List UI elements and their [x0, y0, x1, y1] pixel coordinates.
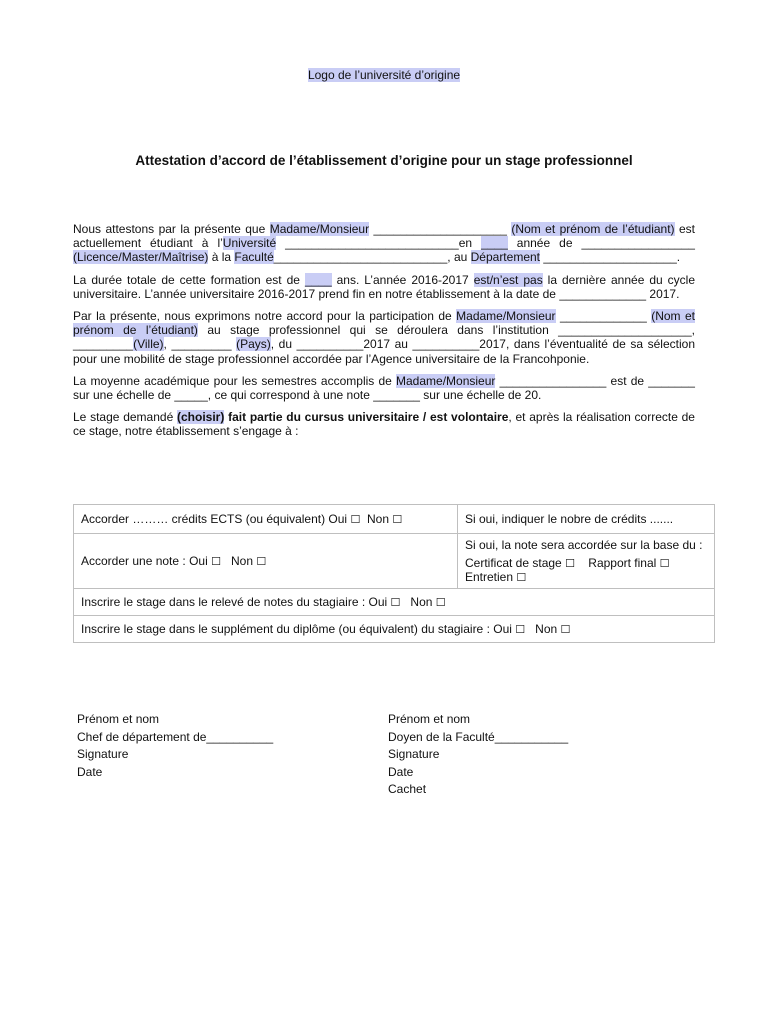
text: _____________	[555, 309, 652, 324]
text: , du __________2017 au __________2017, dans l’éventualité de sa sélection pour une mobilité de stage professionnel accordée par l’Agence universitaire de la Francohponie.	[73, 337, 695, 366]
signature-line: Doyen de la Faculté___________	[388, 729, 569, 744]
checkbox-transcript-non[interactable]: ☐	[435, 596, 446, 609]
text: la dernière année du cycle universitaire. L’année universitaire 2016-2017 prend fin en notre établissement à la date de _____________ 2017.	[73, 272, 696, 301]
highlight: Madame/Monsieur	[396, 373, 496, 388]
bold-text: fait partie du cursus universitaire / est volontaire	[224, 410, 509, 425]
cell-text: Non	[366, 512, 389, 526]
signature-line: Prénom et nom	[388, 712, 471, 726]
cell-text: Accorder ……… crédits ECTS (ou équivalent) Oui	[81, 512, 348, 526]
cell-text: Inscrire le stage dans le supplément du diplôme (ou équivalent) du stagiaire : Oui	[81, 622, 512, 636]
text: ____________________.	[540, 250, 681, 265]
cell-text: Si oui, indiquer le nobre de crédits .......	[465, 512, 674, 526]
checkbox-rapport[interactable]: ☐	[659, 557, 670, 570]
highlight: Université	[222, 236, 277, 251]
checkbox-supplement-non[interactable]: ☐	[560, 623, 571, 636]
highlight: est/n’est pas	[473, 272, 543, 287]
cell-text: Non	[535, 622, 558, 636]
text: __________________________, au	[273, 250, 471, 265]
checkbox-transcript-oui[interactable]: ☐	[390, 596, 401, 609]
checkbox-grade-non[interactable]: ☐	[256, 555, 267, 568]
text: année de _________________	[507, 236, 695, 251]
checkbox-ects-oui[interactable]: ☐	[350, 513, 361, 526]
document-title: Attestation d’accord de l’établissement d’origine pour un stage professionnel	[135, 153, 633, 168]
signature-line: Cachet	[388, 782, 427, 796]
text: , _________	[163, 337, 237, 352]
document-body	[73, 222, 695, 447]
cell-text: Non	[410, 595, 433, 609]
signature-line: Date	[77, 764, 103, 779]
cell-text: Rapport final	[588, 556, 657, 570]
signature-line: Chef de département de__________	[77, 729, 274, 744]
logo-placeholder	[0, 68, 768, 82]
highlight: Faculté	[234, 250, 274, 265]
text: La moyenne académique pour les semestres accomplis de	[73, 373, 396, 388]
grade-basis-options	[465, 556, 707, 584]
text: ans. L’année 2016-2017	[331, 272, 474, 287]
signature-line: Date	[388, 764, 414, 779]
cell-text: Inscrire le stage dans le relevé de notes du stagiaire : Oui	[81, 595, 388, 609]
highlight: (Nom et prénom de l’étudiant)	[511, 222, 675, 236]
table-row	[74, 616, 715, 643]
cell-text: Entretien	[465, 570, 514, 584]
cell-text: Certificat de stage	[465, 556, 562, 570]
table-cell-grade-basis	[458, 534, 715, 589]
highlight: Département	[470, 250, 540, 265]
table-row	[74, 589, 715, 616]
checkbox-certificat[interactable]: ☐	[565, 557, 575, 570]
text: à la	[208, 250, 235, 265]
table-cell-grade	[74, 534, 458, 589]
text: Par la présente, nous exprimons notre accord pour la participation de	[73, 309, 457, 324]
highlight: (Licence/Master/Maîtrise)	[73, 250, 209, 265]
signature-line: Prénom et nom	[77, 712, 160, 726]
highlight: (Pays)	[236, 337, 271, 352]
text: au stage professionnel qui se déroulera dans l’institution ____________________, _________	[73, 323, 695, 352]
cell-text: Accorder une note : Oui	[81, 554, 208, 568]
table-cell-diploma-supplement	[74, 616, 715, 643]
signature-line: Signature	[77, 747, 129, 761]
paragraph-internship-type	[73, 410, 695, 438]
paragraph-duration	[73, 273, 695, 301]
checkbox-entretien[interactable]: ☐	[516, 571, 527, 584]
signature-block-faculty	[388, 711, 568, 799]
checkbox-grade-oui[interactable]: ☐	[211, 555, 221, 568]
highlight: ____	[481, 236, 508, 251]
checkbox-supplement-oui[interactable]: ☐	[515, 623, 526, 636]
highlight: ____	[304, 272, 332, 287]
text: est actuellement étudiant à l’	[73, 222, 696, 251]
highlight: (choisir)	[177, 410, 225, 425]
cell-text: Si oui, la note sera accordée sur la base du :	[465, 538, 703, 552]
commitments-table	[73, 504, 715, 643]
checkbox-ects-non[interactable]: ☐	[392, 513, 403, 526]
table-row	[74, 534, 715, 589]
text: La durée totale de cette formation est de	[73, 272, 305, 287]
highlight: Madame/Monsieur	[269, 222, 370, 236]
text: Nous attestons par la présente que	[73, 222, 270, 236]
cell-text: Non	[230, 554, 253, 568]
table-cell-transcript	[74, 589, 715, 616]
signature-line: Signature	[388, 747, 440, 761]
table-cell-ects	[74, 505, 458, 534]
highlight: (Ville)	[133, 337, 164, 352]
signature-block-department	[77, 711, 273, 781]
text: Le stage demandé	[73, 410, 177, 425]
table-cell-credits	[458, 505, 715, 534]
highlight: (Nom et prénom de l’étudiant)	[73, 309, 695, 338]
paragraph-agreement	[73, 309, 695, 366]
paragraph-average	[73, 374, 695, 402]
highlight: Madame/Monsieur	[456, 309, 556, 324]
table-row	[74, 505, 715, 534]
paragraph-student-status	[73, 222, 695, 265]
text: ________________ est de _______ sur une échelle de _____, ce qui correspond à une note _______ sur une échelle de 20.	[73, 373, 695, 403]
text: __________________________en	[276, 236, 482, 251]
text: , et après la réalisation correcte de ce stage, notre établissement s’engage à :	[73, 410, 695, 439]
logo-placeholder-text: Logo de l’université d’origine	[307, 68, 461, 82]
text: ____________________	[369, 222, 512, 236]
